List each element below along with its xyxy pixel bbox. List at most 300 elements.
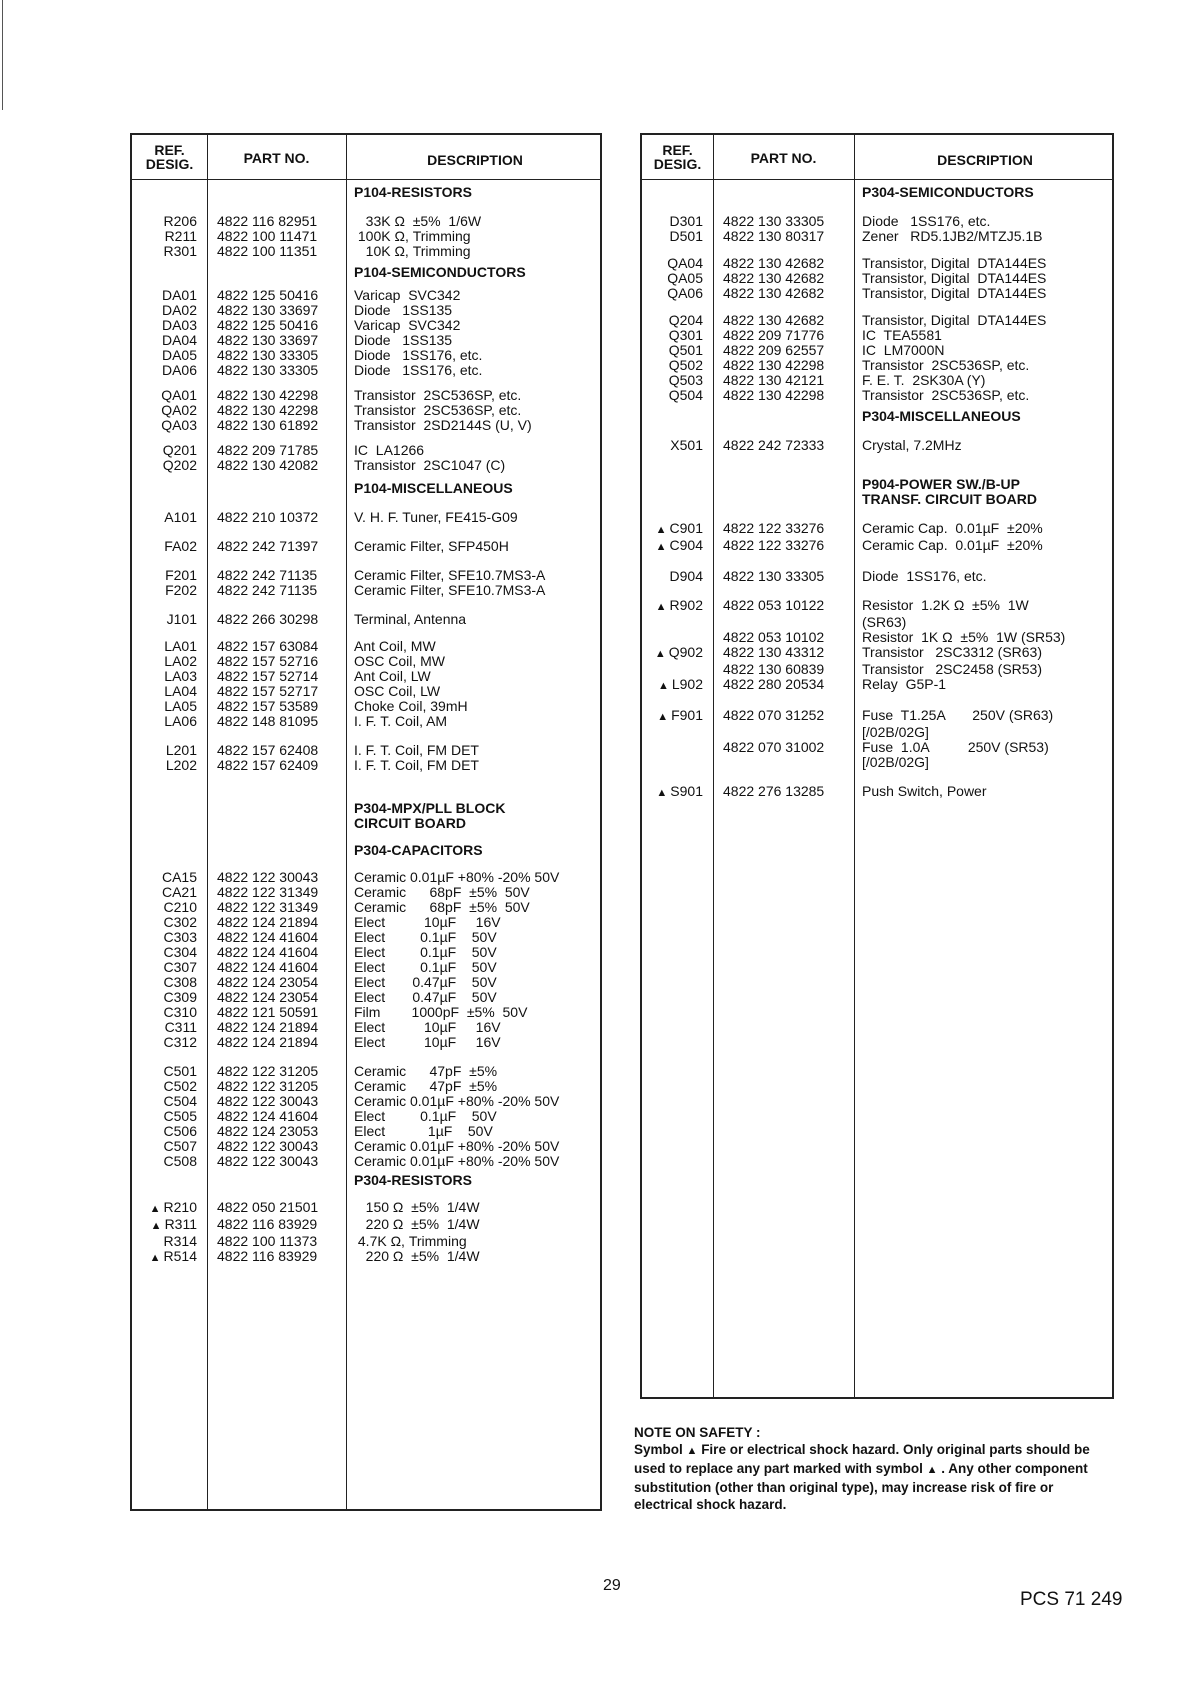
part-number: 4822 122 31205 [217, 1063, 319, 1079]
warning-triangle-icon: ▲ [655, 541, 667, 553]
section-heading [642, 185, 1112, 200]
ref-designator [132, 801, 207, 831]
part-description: Fuse T1.25A 250V (SR63) [862, 707, 1054, 723]
ref-designator: F201 [165, 567, 197, 583]
part-row [132, 1094, 600, 1109]
ref-designator: QA05 [667, 270, 703, 286]
part-row [642, 755, 1112, 770]
warning-triangle-icon: ▲ [655, 524, 667, 536]
part-row [132, 714, 600, 729]
part-number: 4822 242 71135 [217, 582, 318, 598]
part-number: 4822 130 42682 [723, 312, 825, 328]
header-ref-desig: REF. DESIG. [145, 142, 194, 172]
section-title: P104-RESISTORS [354, 184, 473, 200]
ref-designator: QA03 [161, 417, 197, 433]
part-description: I. F. T. Coil, FM DET [354, 757, 479, 773]
ref-designator: F202 [165, 582, 197, 598]
section-heading [642, 409, 1112, 424]
header-ref-desig: REF. DESIG. [653, 142, 702, 172]
part-number: 4822 122 30043 [217, 1153, 319, 1169]
part-row [132, 1064, 600, 1079]
part-row [132, 363, 600, 378]
ref-designator [132, 185, 207, 200]
part-number: 4822 148 81095 [217, 713, 319, 729]
part-row [642, 373, 1112, 388]
ref-designator: ▲ S901 [656, 783, 703, 799]
part-description: Elect 1µF 50V [354, 1123, 493, 1139]
warning-triangle-icon: ▲ [656, 787, 668, 799]
part-row [642, 388, 1112, 403]
part-description: Elect 0.1µF 50V [354, 929, 497, 945]
margin-line [2, 0, 3, 110]
part-row [132, 288, 600, 303]
part-number: 4822 209 71776 [723, 327, 825, 343]
part-row [132, 583, 600, 598]
section-title: P104-MISCELLANEOUS [354, 480, 513, 496]
part-row [642, 569, 1112, 584]
part-description: Elect 0.1µF 50V [354, 959, 497, 975]
part-number: 4822 125 50416 [217, 317, 319, 333]
section-title: P104-SEMICONDUCTORS [354, 264, 526, 280]
ref-designator: Q204 [668, 312, 703, 328]
part-description: I. F. T. Coil, FM DET [354, 742, 479, 758]
section-title: P904-POWER SW./B-UP TRANSF. CIRCUIT BOARD [862, 476, 1037, 507]
part-row [642, 343, 1112, 358]
part-number: 4822 122 31205 [217, 1078, 319, 1094]
section-heading [132, 185, 600, 200]
ref-designator: L201 [165, 742, 197, 758]
part-description: Diode 1SS176, etc. [354, 362, 483, 378]
part-number: 4822 242 72333 [723, 437, 825, 453]
ref-designator: D301 [669, 213, 703, 229]
ref-designator: ▲ Q902 [654, 644, 703, 660]
ref-designator [642, 185, 713, 200]
part-row [642, 256, 1112, 271]
part-number: 4822 124 23054 [217, 989, 319, 1005]
ref-designator: R211 [164, 228, 197, 244]
part-row [132, 960, 600, 975]
part-description: Elect 10µF 16V [354, 914, 501, 930]
part-number: 4822 130 33305 [217, 362, 319, 378]
part-number: 4822 124 23053 [217, 1123, 319, 1139]
part-number: 4822 053 10122 [723, 597, 825, 613]
part-description: Varicap SVC342 [354, 317, 461, 333]
ref-designator: QA01 [161, 387, 197, 403]
part-description: Transistor 2SC536SP, etc. [354, 402, 522, 418]
ref-designator: Q301 [668, 327, 703, 343]
part-description: Transistor 2SC2458 (SR53) [862, 661, 1042, 677]
part-row [132, 930, 600, 945]
part-number: 4822 122 30043 [217, 1138, 319, 1154]
ref-designator: FA02 [164, 538, 197, 554]
part-number: 4822 124 41604 [217, 929, 319, 945]
part-number: 4822 121 50591 [217, 1004, 319, 1020]
ref-designator: D904 [669, 568, 703, 584]
ref-designator: R314 [163, 1233, 197, 1249]
header-description: DESCRIPTION [937, 152, 1033, 168]
ref-designator: ▲ F901 [657, 707, 703, 723]
ref-designator: LA05 [164, 698, 197, 714]
ref-designator: DA04 [161, 332, 197, 348]
part-number: 4822 122 33276 [723, 537, 825, 553]
ref-designator: DA01 [161, 287, 197, 303]
part-row [642, 521, 1112, 538]
part-number: 4822 130 42298 [723, 357, 825, 373]
part-row [132, 539, 600, 554]
part-description: Elect 0.1µF 50V [354, 1108, 497, 1124]
header-part-no: PART NO. [243, 150, 310, 166]
ref-designator: D501 [669, 228, 703, 244]
part-number: 4822 157 53589 [217, 698, 319, 714]
part-description: Ant Coil, MW [354, 638, 436, 654]
part-row [132, 699, 600, 714]
part-row [642, 708, 1112, 725]
part-number: 4822 122 31349 [217, 899, 319, 915]
part-number: 4822 242 71135 [217, 567, 318, 583]
part-row [132, 915, 600, 930]
part-number [207, 801, 346, 831]
part-description: Ceramic 47pF ±5% [354, 1063, 498, 1079]
part-description: [/02B/02G] [862, 724, 929, 740]
part-description: Crystal, 7.2MHz [862, 437, 962, 453]
part-row [132, 758, 600, 773]
ref-designator [132, 843, 207, 858]
document-code: PCS 71 249 [1020, 1589, 1123, 1610]
page-number: 29 [603, 1577, 621, 1594]
part-row [642, 740, 1112, 755]
part-description: 220 Ω ±5% 1/4W [354, 1216, 480, 1232]
ref-designator: ▲ C901 [655, 520, 703, 536]
part-number: 4822 157 52717 [217, 683, 319, 699]
part-description: Ceramic 47pF ±5% [354, 1078, 498, 1094]
ref-designator: ▲ R311 [150, 1216, 197, 1232]
part-number: 4822 209 62557 [723, 342, 825, 358]
part-row [642, 271, 1112, 286]
part-number: 4822 122 30043 [217, 1093, 319, 1109]
ref-designator: LA04 [164, 683, 197, 699]
part-number: 4822 124 21894 [217, 1019, 319, 1035]
ref-designator [132, 265, 207, 280]
part-row [132, 990, 600, 1005]
part-number: 4822 130 80317 [723, 228, 825, 244]
safety-note-text: Symbol ▲ Fire or electrical shock hazard. Only original parts should be used to replace any part marked with symbol ▲ . Any other component substitution (other than original type), may increase risk of fire or electrical shock hazard. [634, 1442, 1090, 1512]
part-description: Ceramic Cap. 0.01µF ±20% [862, 520, 1043, 536]
ref-designator: C302 [163, 914, 197, 930]
part-number: 4822 242 71397 [217, 538, 319, 554]
ref-designator: LA06 [164, 713, 197, 729]
part-row [132, 639, 600, 654]
part-description: Ceramic 68pF ±5% 50V [354, 884, 530, 900]
parts-table-left [130, 133, 602, 1511]
part-number: 4822 122 30043 [217, 869, 319, 885]
part-description: Ceramic 0.01µF +80% -20% 50V [354, 1138, 560, 1154]
section-title: P304-SEMICONDUCTORS [862, 184, 1034, 200]
section-heading [132, 265, 600, 280]
ref-designator: ▲ R210 [149, 1199, 197, 1215]
part-description: OSC Coil, MW [354, 653, 445, 669]
part-number: 4822 124 41604 [217, 1108, 319, 1124]
part-row [132, 348, 600, 363]
part-row [642, 313, 1112, 328]
part-number: 4822 157 62409 [217, 757, 319, 773]
part-row [642, 598, 1112, 615]
ref-designator: R206 [163, 213, 197, 229]
part-number [207, 481, 346, 496]
part-row [132, 403, 600, 418]
ref-designator: C309 [163, 989, 197, 1005]
ref-designator [642, 477, 713, 507]
part-description: Elect 10µF 16V [354, 1019, 501, 1035]
part-number: 4822 130 42298 [723, 387, 825, 403]
ref-designator: C310 [163, 1004, 197, 1020]
part-description: Ceramic 0.01µF +80% -20% 50V [354, 869, 560, 885]
part-description: Elect 0.47µF 50V [354, 974, 497, 990]
part-number: 4822 210 10372 [217, 509, 319, 525]
part-description: 100K Ω, Trimming [354, 228, 471, 244]
ref-designator: C507 [163, 1138, 197, 1154]
part-number: 4822 130 42298 [217, 402, 319, 418]
part-number [713, 409, 854, 424]
part-row [642, 214, 1112, 229]
part-description: Elect 10µF 16V [354, 1034, 501, 1050]
section-title: P304-CAPACITORS [354, 842, 483, 858]
part-number [207, 185, 346, 200]
part-description: Transistor 2SC536SP, etc. [862, 387, 1030, 403]
part-number: 4822 125 50416 [217, 287, 319, 303]
part-row [642, 538, 1112, 555]
header-description: DESCRIPTION [427, 152, 523, 168]
part-description: Resistor 1.2K Ω ±5% 1W [862, 597, 1029, 613]
part-number: 4822 130 33305 [217, 347, 319, 363]
part-number: 4822 122 33276 [723, 520, 825, 536]
part-description: Ant Coil, LW [354, 668, 431, 684]
part-description: Film 1000pF ±5% 50V [354, 1004, 528, 1020]
part-number: 4822 050 21501 [217, 1199, 319, 1215]
part-row [642, 615, 1112, 630]
part-row [132, 568, 600, 583]
part-row [132, 1124, 600, 1139]
part-number: 4822 130 42082 [217, 457, 319, 473]
ref-designator: Q501 [668, 342, 703, 358]
part-number: 4822 100 11471 [217, 228, 318, 244]
part-number: 4822 070 31252 [723, 707, 825, 723]
warning-triangle-icon: ▲ [657, 711, 669, 723]
part-number: 4822 280 20534 [723, 676, 825, 692]
ref-designator: C505 [163, 1108, 197, 1124]
part-row [132, 885, 600, 900]
ref-designator [642, 630, 713, 645]
part-description: 4.7K Ω, Trimming [354, 1233, 467, 1249]
part-number: 4822 130 33697 [217, 302, 319, 318]
part-number: 4822 276 13285 [723, 783, 825, 799]
ref-designator: C312 [163, 1034, 197, 1050]
part-row [642, 358, 1112, 373]
warning-triangle-icon: ▲ [655, 601, 667, 613]
ref-designator: ▲ L902 [657, 676, 703, 692]
part-row [132, 443, 600, 458]
part-number: 4822 130 33305 [723, 213, 825, 229]
part-description: Ceramic 68pF ±5% 50V [354, 899, 530, 915]
part-row [132, 303, 600, 318]
ref-designator: QA06 [667, 285, 703, 301]
ref-designator: C307 [163, 959, 197, 975]
parts-table-right [640, 133, 1114, 1399]
section-title: P304-MPX/PLL BLOCK CIRCUIT BOARD [354, 800, 506, 831]
part-description: F. E. T. 2SK30A (Y) [862, 372, 986, 388]
part-row [132, 229, 600, 244]
part-number: 4822 157 52714 [217, 668, 319, 684]
part-description: Transistor, Digital DTA144ES [862, 285, 1047, 301]
part-description: Transistor 2SC3312 (SR63) [862, 644, 1042, 660]
part-row [642, 725, 1112, 740]
part-description: Varicap SVC342 [354, 287, 461, 303]
part-description: Push Switch, Power [862, 783, 987, 799]
part-row [132, 612, 600, 627]
part-number: 4822 266 30298 [217, 611, 319, 627]
part-number: 4822 116 83929 [217, 1216, 318, 1232]
part-description: Ceramic 0.01µF +80% -20% 50V [354, 1153, 560, 1169]
part-row [642, 286, 1112, 301]
part-row [132, 333, 600, 348]
part-row [642, 662, 1112, 677]
part-description: 10K Ω, Trimming [354, 243, 471, 259]
part-description: Diode 1SS135 [354, 302, 453, 318]
part-description: Elect 0.1µF 50V [354, 944, 497, 960]
part-number: 4822 130 33697 [217, 332, 319, 348]
part-number: 4822 157 63084 [217, 638, 319, 654]
part-row [132, 1217, 600, 1234]
part-row [132, 214, 600, 229]
part-description: Diode 1SS176, etc. [862, 213, 991, 229]
warning-triangle-icon: ▲ [654, 648, 666, 660]
ref-designator: Q502 [668, 357, 703, 373]
warning-triangle-icon: ▲ [926, 1464, 938, 1476]
warning-triangle-icon: ▲ [149, 1203, 161, 1215]
ref-designator: C303 [163, 929, 197, 945]
part-number: 4822 130 61892 [217, 417, 319, 433]
safety-note-title: NOTE ON SAFETY : [634, 1425, 761, 1440]
part-number: 4822 130 42121 [723, 372, 825, 388]
part-row [132, 900, 600, 915]
ref-designator: ▲ R514 [149, 1248, 197, 1264]
ref-designator: DA05 [161, 347, 197, 363]
part-description: IC LM7000N [862, 342, 945, 358]
part-number: 4822 100 11351 [217, 243, 318, 259]
ref-designator [642, 755, 713, 770]
ref-designator [642, 725, 713, 740]
part-number [713, 477, 854, 507]
part-number: 4822 130 43312 [723, 644, 825, 660]
ref-designator: DA06 [161, 362, 197, 378]
ref-designator [132, 481, 207, 496]
part-number: 4822 157 52716 [217, 653, 319, 669]
ref-designator: CA15 [161, 869, 197, 885]
parts-list-right [642, 181, 1112, 1397]
ref-designator: J101 [166, 611, 197, 627]
part-number: 4822 124 21894 [217, 914, 319, 930]
part-description: Choke Coil, 39mH [354, 698, 468, 714]
part-row [132, 1079, 600, 1094]
ref-designator: C508 [163, 1153, 197, 1169]
part-description: Ceramic 0.01µF +80% -20% 50V [354, 1093, 560, 1109]
part-description: Transistor, Digital DTA144ES [862, 255, 1047, 271]
part-description: Elect 0.47µF 50V [354, 989, 497, 1005]
ref-designator: ▲ C904 [655, 537, 703, 553]
part-number [207, 265, 346, 280]
part-number: 4822 130 42682 [723, 270, 825, 286]
part-description: I. F. T. Coil, AM [354, 713, 448, 729]
part-description: 33K Ω ±5% 1/6W [354, 213, 482, 229]
ref-designator: LA02 [164, 653, 197, 669]
part-description: (SR63) [862, 614, 907, 630]
part-description: 220 Ω ±5% 1/4W [354, 1248, 480, 1264]
part-row [642, 645, 1112, 662]
part-description: Terminal, Antenna [354, 611, 467, 627]
part-number: 4822 100 11373 [217, 1233, 318, 1249]
part-row [642, 630, 1112, 645]
ref-designator: C506 [163, 1123, 197, 1139]
part-description: Diode 1SS176, etc. [354, 347, 483, 363]
part-row [642, 677, 1112, 694]
part-number: 4822 130 42298 [217, 387, 319, 403]
part-row [132, 1005, 600, 1020]
part-row [132, 1234, 600, 1249]
ref-designator: A101 [164, 509, 197, 525]
part-number [207, 1173, 346, 1188]
part-description: Relay G5P-1 [862, 676, 947, 692]
ref-designator: LA01 [164, 638, 197, 654]
ref-designator: C308 [163, 974, 197, 990]
section-title: P304-MISCELLANEOUS [862, 408, 1021, 424]
ref-designator: C210 [163, 899, 197, 915]
ref-designator [642, 740, 713, 755]
part-description: Diode 1SS135 [354, 332, 453, 348]
part-description: OSC Coil, LW [354, 683, 441, 699]
part-row [132, 1020, 600, 1035]
part-number [713, 615, 854, 630]
part-number [713, 725, 854, 740]
part-number: 4822 116 82951 [217, 213, 318, 229]
part-row [132, 1154, 600, 1169]
part-number: 4822 124 41604 [217, 959, 319, 975]
part-row [132, 870, 600, 885]
part-row [642, 438, 1112, 453]
ref-designator: C501 [163, 1063, 197, 1079]
part-description: Transistor 2SC536SP, etc. [354, 387, 522, 403]
ref-designator: CA21 [161, 884, 197, 900]
ref-designator: C502 [163, 1078, 197, 1094]
part-description: Ceramic Cap. 0.01µF ±20% [862, 537, 1043, 553]
part-description: Transistor, Digital DTA144ES [862, 312, 1047, 328]
part-number: 4822 124 21894 [217, 1034, 319, 1050]
part-number: 4822 122 31349 [217, 884, 319, 900]
part-row [132, 945, 600, 960]
part-description: Fuse 1.0A 250V (SR53) [862, 739, 1049, 755]
warning-triangle-icon: ▲ [657, 680, 669, 692]
part-number [713, 185, 854, 200]
part-description: IC TEA5581 [862, 327, 942, 343]
part-number: 4822 130 60839 [723, 661, 825, 677]
part-row [132, 1249, 600, 1266]
part-row [132, 458, 600, 473]
safety-note [634, 1424, 1114, 1513]
part-description: 150 Ω ±5% 1/4W [354, 1199, 480, 1215]
part-row [132, 388, 600, 403]
part-description: Transistor 2SD2144S (U, V) [354, 417, 532, 433]
warning-triangle-icon: ▲ [149, 1252, 161, 1264]
ref-designator: QA04 [667, 255, 703, 271]
ref-designator: Q202 [162, 457, 197, 473]
